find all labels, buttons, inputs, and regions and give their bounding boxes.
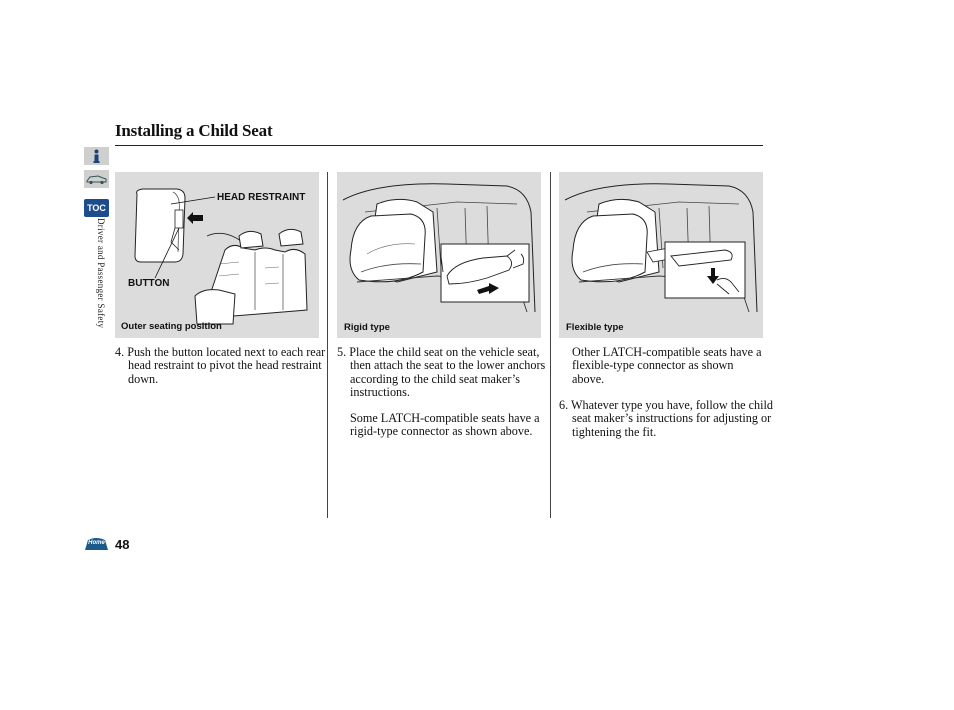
flexible-note-text: Other LATCH-compatible seats have a flexible-type connector as shown above. bbox=[572, 345, 762, 386]
flexible-connector-illustration bbox=[559, 172, 763, 338]
figure-caption: Flexible type bbox=[566, 322, 624, 333]
page-title: Installing a Child Seat bbox=[115, 121, 273, 140]
home-button[interactable] bbox=[84, 537, 109, 551]
step-4-text: 4. Push the button located next to each rear head restraint to pivot the head restraint down. bbox=[115, 345, 326, 386]
car-icon bbox=[84, 170, 109, 188]
rigid-note-text: Some LATCH-compatible seats have a rigid-type connector as shown above. bbox=[350, 411, 540, 439]
toc-button[interactable] bbox=[84, 199, 109, 217]
label-button: BUTTON bbox=[128, 278, 170, 289]
label-head-restraint: HEAD RESTRAINT bbox=[217, 192, 306, 203]
figure-flexible-type bbox=[559, 172, 763, 338]
home-label: Home bbox=[88, 540, 105, 546]
title-rule bbox=[115, 145, 763, 146]
section-label: Driver and Passenger Safety bbox=[96, 218, 106, 329]
column-divider bbox=[327, 172, 328, 518]
figure-rigid-type bbox=[337, 172, 541, 338]
toc-label: TOC bbox=[87, 203, 106, 213]
rigid-connector-illustration bbox=[337, 172, 541, 338]
column-divider bbox=[550, 172, 551, 518]
figure-head-restraint bbox=[115, 172, 319, 338]
section-tab bbox=[92, 218, 106, 360]
car-button[interactable] bbox=[84, 170, 109, 188]
figure-caption: Rigid type bbox=[344, 322, 390, 333]
figure-caption: Outer seating position bbox=[121, 321, 222, 332]
page-number: 48 bbox=[115, 537, 130, 552]
info-button[interactable] bbox=[84, 147, 109, 165]
info-icon bbox=[84, 147, 109, 165]
step-6-text: 6. Whatever type you have, follow the child seat maker’s instructions for adjusting or tightening the fit. bbox=[559, 398, 774, 439]
step-5-text: 5. Place the child seat on the vehicle seat, then attach the seat to the lower anchors according to the child seat maker’s instructions. bbox=[337, 345, 546, 400]
